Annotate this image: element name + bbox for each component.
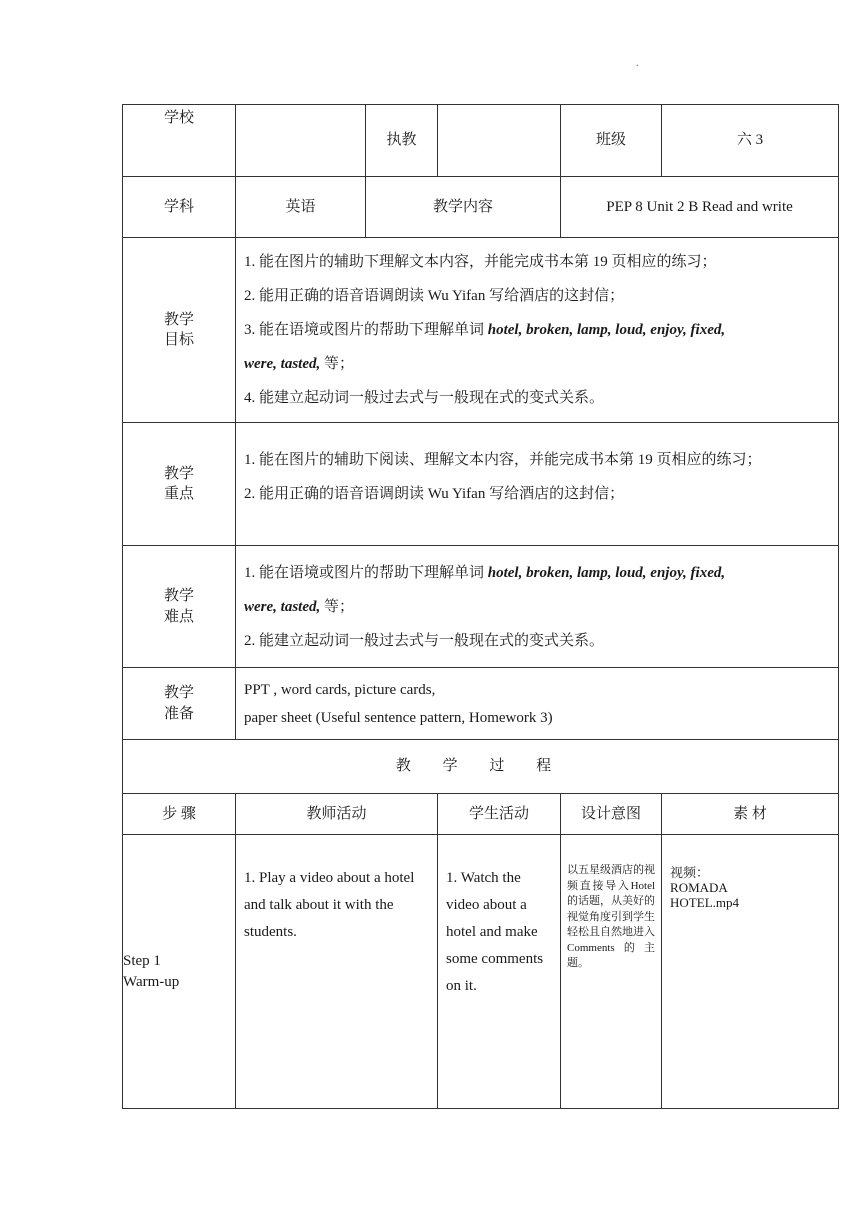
objective-item-3-keywords-cont: were, tasted, (244, 356, 321, 372)
step-1-design (561, 835, 662, 1109)
step-1-material-line3: HOTEL.mp4 (670, 895, 739, 910)
teacher-value (438, 105, 561, 177)
objectives-label-line2: 目标 (163, 332, 194, 348)
objectives-content (236, 238, 839, 423)
step-1-student-text: 1. Watch the video about a hotel and make some comments on it. (446, 870, 544, 994)
key-point-item-1: 1. 能在图片的辅助下阅读、理解文本内容，并能完成书本第 19 页相应的练习； (244, 452, 762, 468)
process-title: 教 学 过 程 (123, 740, 839, 794)
header-dot: . (636, 58, 639, 69)
preparation-line-2: paper sheet (Useful sentence pattern, Homework 3) (244, 709, 553, 726)
key-points-label-line2: 重点 (163, 486, 194, 502)
step-1-label (123, 835, 236, 1109)
preparation-label-line1: 教学 (163, 685, 194, 702)
header-student: 学生活动 (438, 794, 561, 835)
header-material: 素 材 (662, 794, 839, 835)
step-1-teacher-activity (236, 835, 438, 1109)
class-value: 六 3 (662, 105, 839, 177)
objective-item-2: 2. 能用正确的语音语调朗读 Wu Yifan 写给酒店的这封信； (244, 288, 625, 304)
objective-item-3 (244, 313, 834, 347)
objectives-label-line1: 教学 (163, 311, 194, 328)
subject-value: 英语 (236, 177, 366, 238)
difficulty-item-1-keywords: hotel, broken, lamp, loud, enjoy, fixed, (487, 564, 726, 581)
subject-row (123, 177, 839, 238)
preparation-line-1: PPT , word cards, picture cards, (244, 681, 436, 698)
objectives-label (123, 238, 236, 423)
process-header-row (123, 794, 839, 835)
difficulties-content (236, 546, 839, 668)
step-1-teacher-text: 1. Play a video about a hotel and talk about it with the students. (244, 870, 415, 940)
step-1-material (662, 835, 839, 1109)
school-value (236, 105, 366, 177)
difficulty-item-1-suffix: 等； (320, 598, 355, 615)
difficulty-item-1-cont (244, 590, 834, 624)
teacher-label: 执教 (366, 105, 438, 177)
preparation-label (123, 668, 236, 740)
difficulties-label-line1: 教学 (163, 588, 194, 605)
objective-item-4: 4. 能建立起动词一般过去式与一般现在式的变式关系。 (244, 390, 605, 406)
header-design: 设计意图 (561, 794, 662, 835)
preparation-row (123, 668, 839, 740)
school-label: 学校 (123, 105, 236, 177)
step-1-material-line1: 视频： (670, 865, 710, 880)
key-points-content (236, 423, 839, 546)
key-points-label-line1: 教学 (163, 465, 194, 482)
difficulty-item-1-keywords-cont: were, tasted, (244, 598, 321, 615)
step-1-row (123, 835, 839, 1109)
step-1-label-line1: Step 1 (123, 953, 161, 970)
objective-item-3-keywords: hotel, broken, lamp, loud, enjoy, fixed, (487, 322, 726, 338)
difficulties-label-line2: 难点 (163, 608, 194, 625)
difficulty-item-2: 2. 能建立起动词一般过去式与一般现在式的变式关系。 (244, 632, 605, 649)
header-teacher: 教师活动 (236, 794, 438, 835)
objectives-row (123, 238, 839, 423)
process-title-row (123, 740, 839, 794)
step-1-student-activity (438, 835, 561, 1109)
difficulty-item-1 (244, 556, 834, 590)
objective-item-1: 1. 能在图片的辅助下理解文本内容，并能完成书本第 19 页相应的练习； (244, 254, 717, 270)
lesson-plan-table (122, 104, 839, 1109)
key-point-item-2: 2. 能用正确的语音语调朗读 Wu Yifan 写给酒店的这封信； (244, 486, 625, 502)
difficulties-label (123, 546, 236, 668)
difficulties-row (123, 546, 839, 668)
content-value: PEP 8 Unit 2 B Read and write (561, 177, 839, 238)
school-row (123, 105, 839, 177)
step-1-design-text: 以五星级酒店的视频直接导入Hotel的话题，从美好的视觉角度引到学生轻松且自然地进入Comments的主题。 (567, 864, 656, 969)
objective-item-3-suffix: 等； (320, 356, 355, 372)
class-label: 班级 (561, 105, 662, 177)
key-points-row (123, 423, 839, 546)
header-step: 步 骤 (123, 794, 236, 835)
preparation-content (236, 668, 839, 740)
content-label: 教学内容 (366, 177, 561, 238)
difficulty-item-1-prefix: 1. 能在语境或图片的帮助下理解单词 (244, 564, 488, 581)
preparation-label-line2: 准备 (163, 705, 194, 722)
objective-item-3-prefix: 3. 能在语境或图片的帮助下理解单词 (244, 322, 488, 338)
subject-label: 学科 (123, 177, 236, 238)
objective-item-3-cont (244, 347, 834, 381)
key-points-label (123, 423, 236, 546)
step-1-material-line2: ROMADA (670, 880, 728, 895)
step-1-label-line2: Warm-up (123, 973, 180, 990)
